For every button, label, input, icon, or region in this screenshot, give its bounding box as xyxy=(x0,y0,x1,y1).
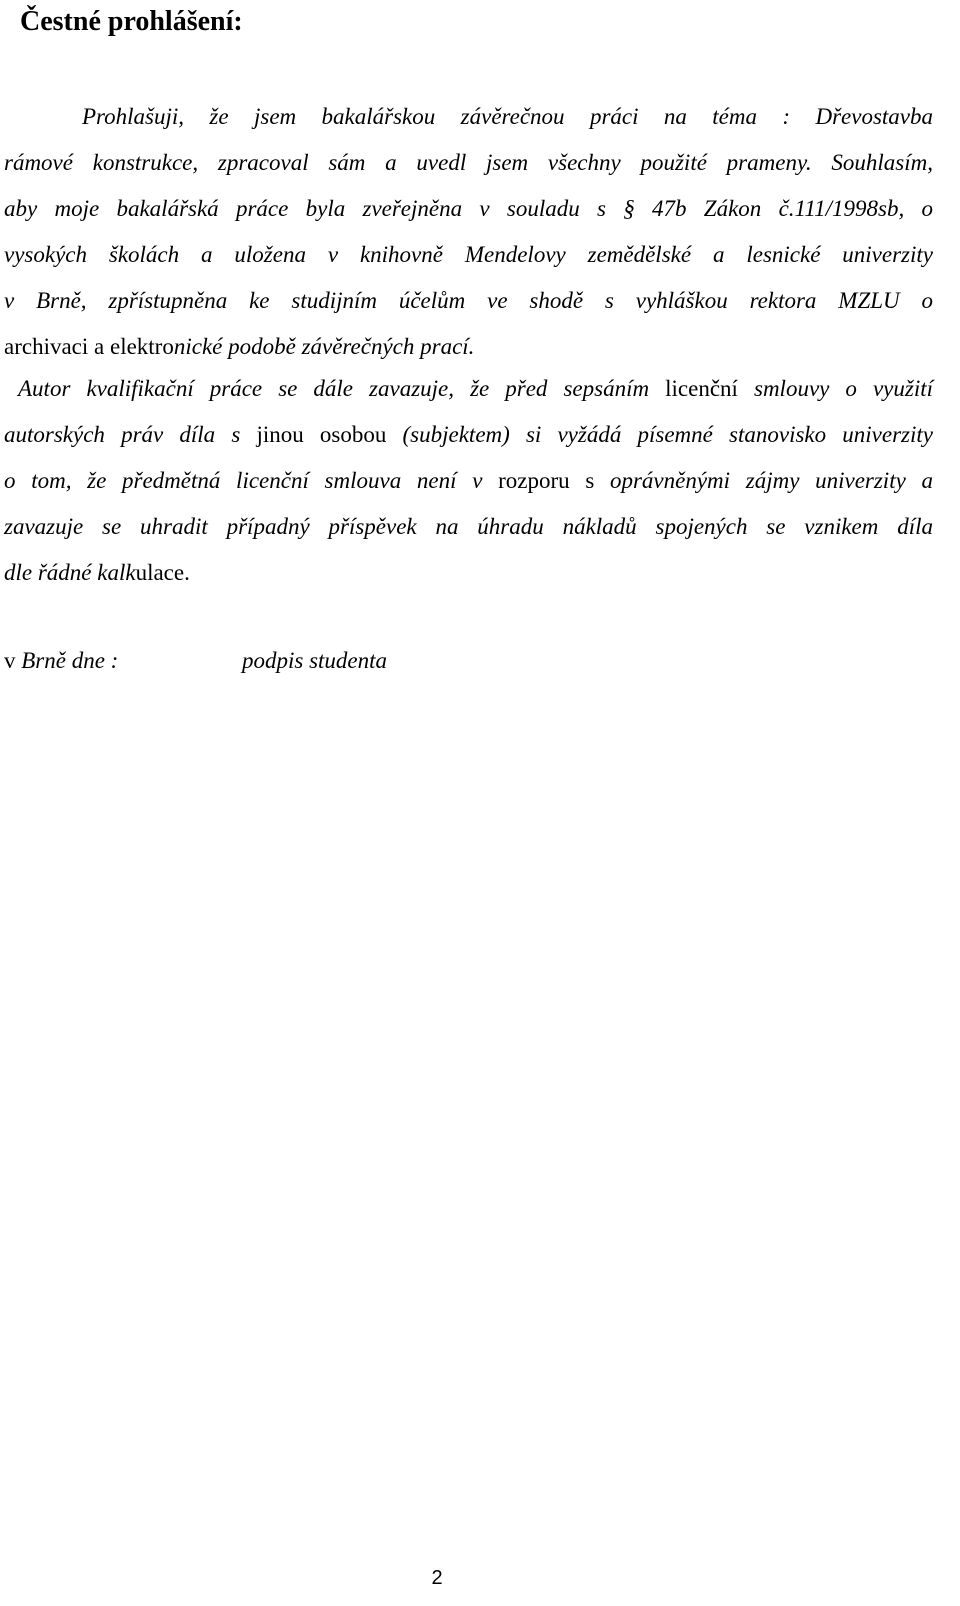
text-run: dle řádné kalk xyxy=(4,560,136,585)
place-date-label xyxy=(4,646,118,676)
text-run: zavazuje se uhradit případný příspěvek na úhradu nákladů spojených se vznikem díla xyxy=(4,514,933,539)
paragraph-2-line-2 xyxy=(4,420,933,450)
text-run: v xyxy=(4,648,22,673)
text-run: nické podobě závěrečných prací. xyxy=(173,334,475,359)
text-run: o tom, že předmětná licenční smlouva není v xyxy=(4,468,483,493)
paragraph-1-line-4 xyxy=(4,240,933,270)
text-run: aby moje bakalářská práce byla zveřejněna v souladu s § 47b Zákon č.111/1998sb, o xyxy=(4,196,933,221)
text-run: oprávněnými zájmy univerzity a xyxy=(609,468,933,493)
paragraph-2-line-5 xyxy=(4,558,190,588)
text-run: smlouvy o využití xyxy=(754,376,934,401)
text-run: Autor kvalifikační práce se dále zavazuje, že před sepsáním xyxy=(18,376,650,401)
paragraph-1-line-3 xyxy=(4,194,933,224)
text-run: v Brně, zpřístupněna ke studijním účelům ve shodě s vyhláškou rektora MZLU o xyxy=(4,288,933,313)
paragraph-2-line-1 xyxy=(18,374,933,404)
paragraph-1-line-1 xyxy=(82,102,933,132)
page-number: 2 xyxy=(431,1567,443,1589)
signature-label: podpis studenta xyxy=(242,648,388,673)
text-run: licenční xyxy=(649,376,754,401)
text-run: rámové konstrukce, zpracoval sám a uvedl jsem všechny použité prameny. Souhlasím, xyxy=(4,150,933,175)
paragraph-1-line-5 xyxy=(4,286,933,316)
text-run: vysokých školách a uložena v knihovně Mendelovy zemědělské a lesnické univerzity xyxy=(4,242,933,267)
text-run: jinou osobou xyxy=(240,422,403,447)
text-run: rozporu s xyxy=(482,468,610,493)
text-run: Prohlašuji, že jsem bakalářskou závěrečnou práci na téma : Dřevostavba xyxy=(82,104,933,129)
text-run: ulace. xyxy=(135,560,190,585)
text-run: (subjektem) si vyžádá písemné stanovisko univerzity xyxy=(402,422,933,447)
paragraph-2-line-4 xyxy=(4,512,933,542)
text-run: archivaci a elektro xyxy=(4,334,174,359)
paragraph-1-line-6 xyxy=(4,332,474,362)
page-title: Čestné prohlášení: xyxy=(20,6,243,37)
text-run: autorských práv díla s xyxy=(4,422,241,447)
paragraph-2-line-3 xyxy=(4,466,933,496)
text-run: Brně dne : xyxy=(21,648,119,673)
paragraph-1-line-2 xyxy=(4,148,933,178)
